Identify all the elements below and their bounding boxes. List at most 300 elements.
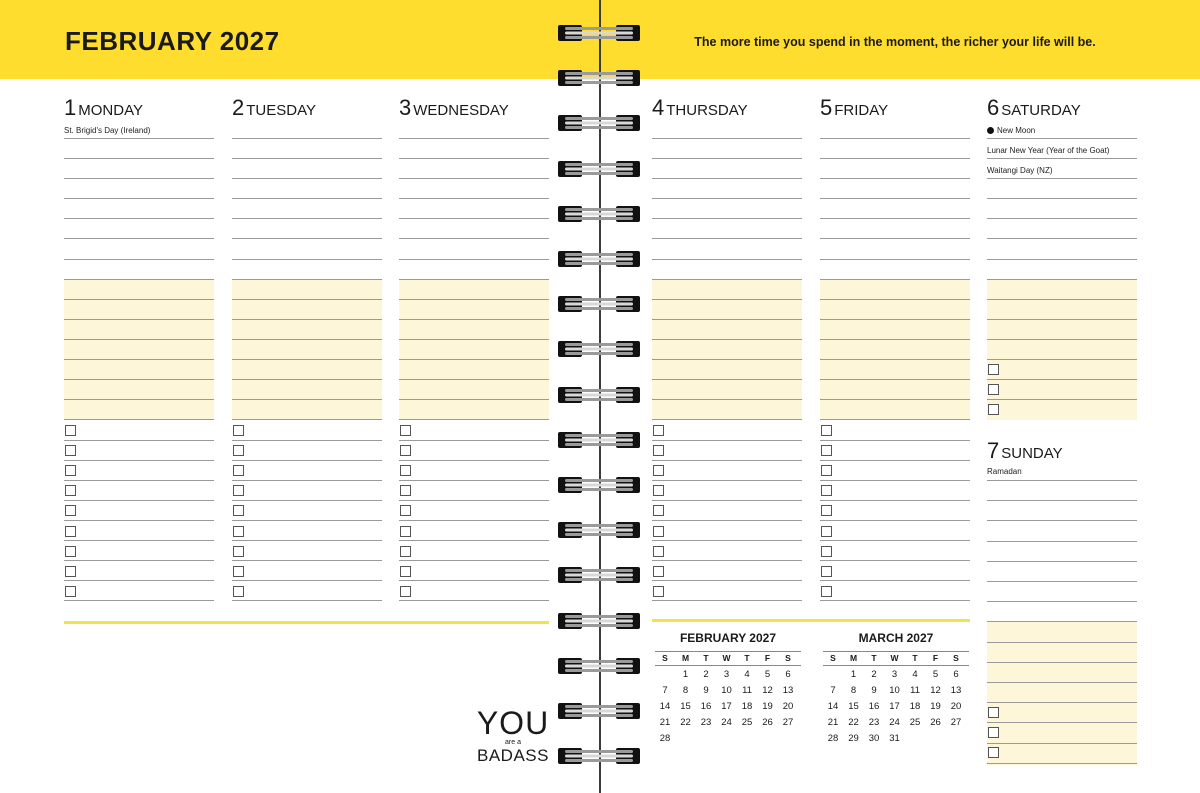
day-number: 1 (64, 95, 77, 120)
mini-calendar-date: 8 (682, 685, 689, 696)
mini-calendar-date: 3 (723, 669, 730, 680)
task-checkbox[interactable] (400, 485, 411, 496)
task-checkbox[interactable] (233, 505, 244, 516)
writing-line (652, 279, 802, 280)
writing-line (399, 158, 549, 159)
day-header (652, 95, 748, 121)
writing-line (399, 379, 549, 380)
writing-line (987, 702, 1137, 703)
writing-line (987, 500, 1137, 501)
mini-calendar-date: 4 (744, 669, 750, 680)
mini-calendar-date: 20 (782, 701, 794, 712)
writing-line (232, 138, 382, 139)
writing-line (64, 238, 214, 239)
mini-calendar-date: 12 (930, 685, 941, 696)
mini-calendar-date: 16 (700, 701, 712, 712)
day-name: FRIDAY (834, 102, 889, 119)
mini-calendar-weekday: W (722, 653, 731, 663)
writing-line (652, 198, 802, 199)
mini-calendar-weekday: S (662, 653, 668, 663)
writing-line (652, 299, 802, 300)
mini-calendar-date: 8 (850, 685, 857, 696)
task-checkbox[interactable] (233, 465, 244, 476)
day-column (399, 0, 549, 793)
writing-line (232, 580, 382, 581)
writing-line (232, 399, 382, 400)
mini-calendar-date: 21 (659, 717, 671, 728)
writing-line (652, 460, 802, 461)
writing-line (652, 560, 802, 561)
writing-line (820, 138, 970, 139)
writing-line (399, 178, 549, 179)
writing-line (64, 138, 214, 139)
divider-right (652, 619, 970, 622)
writing-line (987, 722, 1137, 723)
spiral-ring (557, 159, 641, 179)
writing-line (820, 279, 970, 280)
writing-line (64, 319, 214, 320)
mini-calendar-title: MARCH 2027 (858, 631, 934, 645)
writing-line (232, 540, 382, 541)
mini-calendar-rule (823, 665, 969, 666)
writing-line (232, 218, 382, 219)
writing-line (399, 198, 549, 199)
task-checkbox[interactable] (65, 505, 76, 516)
mini-calendar (823, 631, 969, 751)
writing-line (820, 500, 970, 501)
task-checkbox[interactable] (400, 445, 411, 456)
writing-line (64, 178, 214, 179)
task-checkbox[interactable] (653, 485, 664, 496)
writing-line (232, 198, 382, 199)
task-checkbox[interactable] (821, 505, 832, 516)
writing-line (987, 763, 1137, 764)
spiral-ring (557, 294, 641, 314)
writing-line (820, 359, 970, 360)
mini-calendar-date: 29 (848, 733, 859, 744)
writing-line (64, 379, 214, 380)
writing-line (652, 580, 802, 581)
writing-line (987, 541, 1137, 542)
mini-calendar-date: 21 (827, 717, 839, 728)
writing-line (64, 500, 214, 501)
task-checkbox[interactable] (65, 445, 76, 456)
mini-calendar-weekday: T (744, 653, 750, 663)
mini-calendar-date: 28 (827, 733, 839, 744)
writing-line (652, 379, 802, 380)
spiral-ring (557, 430, 641, 450)
writing-line (232, 379, 382, 380)
mini-calendar-date: 1 (850, 669, 857, 680)
writing-line (820, 480, 970, 481)
logo-are-a: are a (505, 739, 521, 746)
writing-line (399, 540, 549, 541)
task-checkbox[interactable] (400, 586, 411, 597)
task-checkbox[interactable] (233, 425, 244, 436)
mini-calendar-weekday: S (830, 653, 836, 663)
writing-line (399, 419, 549, 420)
mini-calendar (655, 631, 801, 751)
writing-line (820, 379, 970, 380)
writing-line (652, 500, 802, 501)
day-event-text: New Moon (997, 126, 1036, 135)
mini-calendar-date: 17 (889, 701, 900, 712)
writing-line (652, 440, 802, 441)
day-name: SUNDAY (1001, 445, 1063, 462)
day-name: SATURDAY (1001, 102, 1081, 119)
mini-calendar-date: 10 (721, 685, 732, 696)
task-checkbox[interactable] (821, 586, 832, 597)
mini-calendar-weekday: S (785, 653, 791, 663)
mini-calendar-date: 28 (659, 733, 671, 744)
mini-calendar-date: 14 (827, 701, 839, 712)
mini-calendar-date: 12 (762, 685, 773, 696)
writing-line (64, 339, 214, 340)
task-checkbox[interactable] (821, 445, 832, 456)
spiral-ring (557, 701, 641, 721)
writing-line (64, 399, 214, 400)
mini-calendar-date: 22 (680, 717, 691, 728)
day-header (399, 95, 509, 121)
task-checkbox[interactable] (65, 546, 76, 557)
writing-line (399, 259, 549, 260)
task-checkbox[interactable] (821, 566, 832, 577)
writing-line (820, 560, 970, 561)
mini-calendar-date: 26 (930, 717, 941, 728)
writing-line (64, 299, 214, 300)
writing-line (399, 399, 549, 400)
mini-calendar-rule (655, 665, 801, 666)
writing-line (64, 580, 214, 581)
writing-line (64, 540, 214, 541)
mini-calendar-date: 2 (703, 669, 709, 680)
writing-line (64, 279, 214, 280)
spiral-ring (557, 746, 641, 766)
writing-line (232, 520, 382, 521)
mini-calendar-date: 7 (662, 685, 668, 696)
writing-line (399, 138, 549, 139)
mini-calendar-date: 15 (680, 701, 691, 712)
writing-line (232, 560, 382, 561)
writing-line (232, 339, 382, 340)
task-checkbox[interactable] (233, 526, 244, 537)
writing-line (64, 359, 214, 360)
writing-line (987, 601, 1137, 602)
day-column (64, 0, 214, 793)
writing-line (652, 158, 802, 159)
mini-calendar-date: 5 (764, 669, 771, 680)
day-header (820, 95, 888, 121)
writing-line (987, 662, 1137, 663)
writing-line (232, 419, 382, 420)
writing-line (820, 520, 970, 521)
writing-line (652, 600, 802, 601)
day-number: 5 (820, 95, 833, 120)
mini-calendar-date: 19 (762, 701, 773, 712)
mini-calendar-weekday: M (681, 653, 690, 663)
mini-calendar-weekday: T (912, 653, 918, 663)
writing-line (987, 621, 1137, 622)
writing-line (64, 198, 214, 199)
writing-line (820, 440, 970, 441)
mini-calendar-weekday: S (953, 653, 959, 663)
mini-calendar-date: 10 (889, 685, 900, 696)
day-event-text: Lunar New Year (Year of the Goat) (987, 146, 1110, 155)
writing-line (987, 480, 1137, 481)
day-number: 6 (987, 95, 1000, 120)
writing-line (987, 561, 1137, 562)
writing-line (232, 600, 382, 601)
writing-line (820, 178, 970, 179)
task-checkbox[interactable] (65, 465, 76, 476)
spiral-ring (557, 23, 641, 43)
mini-calendar-date: 18 (909, 701, 921, 712)
task-checkbox[interactable] (821, 526, 832, 537)
task-checkbox[interactable] (653, 425, 664, 436)
day-header (987, 438, 1063, 464)
writing-line (652, 259, 802, 260)
task-checkbox[interactable] (400, 465, 411, 476)
writing-line (820, 259, 970, 260)
task-checkbox[interactable] (400, 546, 411, 557)
writing-line (399, 580, 549, 581)
writing-line (64, 218, 214, 219)
writing-line (232, 460, 382, 461)
spiral-ring (557, 611, 641, 631)
spiral-ring (557, 656, 641, 676)
divider-left (64, 621, 549, 624)
task-checkbox[interactable] (400, 566, 411, 577)
day-name: TUESDAY (246, 102, 316, 119)
mini-calendar-date: 22 (848, 717, 859, 728)
task-checkbox[interactable] (653, 505, 664, 516)
day-name: THURSDAY (666, 102, 748, 119)
writing-line (64, 520, 214, 521)
mini-calendar-date: 15 (848, 701, 859, 712)
mini-calendar-date: 2 (871, 669, 877, 680)
writing-line (820, 339, 970, 340)
task-checkbox[interactable] (821, 546, 832, 557)
day-event-note (64, 126, 150, 135)
writing-line (820, 218, 970, 219)
task-checkbox[interactable] (653, 546, 664, 557)
day-name: WEDNESDAY (413, 102, 509, 119)
task-checkbox[interactable] (65, 566, 76, 577)
mini-calendar-date: 30 (868, 733, 880, 744)
writing-line (652, 419, 802, 420)
day-event-text: Waitangi Day (NZ) (987, 166, 1053, 175)
writing-line (64, 480, 214, 481)
writing-line (987, 743, 1137, 744)
task-checkbox[interactable] (233, 485, 244, 496)
writing-line (64, 560, 214, 561)
task-checkbox[interactable] (400, 505, 411, 516)
writing-line (399, 359, 549, 360)
mini-calendar-date: 13 (782, 685, 794, 696)
writing-line (820, 198, 970, 199)
mini-calendar-date: 7 (830, 685, 836, 696)
day-number: 2 (232, 95, 245, 120)
writing-line (820, 419, 970, 420)
writing-line (399, 299, 549, 300)
task-checkbox[interactable] (233, 586, 244, 597)
writing-line (987, 520, 1137, 521)
writing-line (232, 319, 382, 320)
task-checkbox[interactable] (653, 586, 664, 597)
task-checkbox[interactable] (233, 566, 244, 577)
mini-calendar-weekday: T (871, 653, 877, 663)
task-checkbox[interactable] (400, 526, 411, 537)
writing-line (64, 419, 214, 420)
spiral-ring (557, 339, 641, 359)
writing-line (820, 540, 970, 541)
writing-line (399, 279, 549, 280)
writing-line (820, 580, 970, 581)
spiral-ring (557, 565, 641, 585)
brand-logo (474, 705, 552, 765)
mini-calendar-date: 1 (682, 669, 689, 680)
spiral-ring (557, 68, 641, 88)
writing-line (652, 540, 802, 541)
day-event-text: Ramadan (987, 467, 1022, 476)
mini-calendar-date: 6 (785, 669, 791, 680)
mini-calendar-weekday: T (703, 653, 709, 663)
writing-line (820, 399, 970, 400)
spiral-ring (557, 475, 641, 495)
writing-line (399, 440, 549, 441)
mini-calendar-date: 27 (950, 717, 962, 728)
task-checkbox[interactable] (988, 747, 999, 758)
writing-line (232, 500, 382, 501)
mini-calendar-date: 25 (909, 717, 921, 728)
mini-calendar-date: 14 (659, 701, 671, 712)
writing-line (652, 218, 802, 219)
writing-line (987, 682, 1137, 683)
task-checkbox[interactable] (821, 485, 832, 496)
spiral-ring (557, 204, 641, 224)
mini-calendar-date: 11 (742, 685, 752, 696)
writing-line (820, 600, 970, 601)
task-checkbox[interactable] (653, 526, 664, 537)
mini-calendar-date: 19 (930, 701, 941, 712)
day-column (987, 0, 1137, 793)
mini-calendar-date: 3 (891, 669, 898, 680)
mini-calendar-date: 26 (762, 717, 773, 728)
mini-calendar-date: 9 (703, 685, 709, 696)
writing-line (652, 359, 802, 360)
mini-calendar-date: 11 (910, 685, 920, 696)
mini-calendar-title: FEBRUARY 2027 (679, 631, 777, 645)
day-header (232, 95, 316, 121)
mini-calendar-date: 23 (868, 717, 880, 728)
day-column (232, 0, 382, 793)
writing-line (399, 319, 549, 320)
mini-calendar-date: 23 (700, 717, 712, 728)
task-checkbox[interactable] (653, 465, 664, 476)
writing-line (232, 238, 382, 239)
mini-calendar-date: 9 (871, 685, 877, 696)
spiral-ring (557, 520, 641, 540)
task-checkbox[interactable] (653, 566, 664, 577)
task-checkbox[interactable] (988, 707, 999, 718)
writing-line (232, 178, 382, 179)
mini-calendar-date: 4 (912, 669, 918, 680)
writing-line (820, 238, 970, 239)
writing-line (652, 480, 802, 481)
task-checkbox[interactable] (65, 526, 76, 537)
writing-line (820, 460, 970, 461)
writing-line (652, 339, 802, 340)
page-title: FEBRUARY 2027 (65, 26, 280, 56)
mini-calendar-weekday: F (932, 653, 939, 663)
writing-line (987, 581, 1137, 582)
task-checkbox[interactable] (233, 445, 244, 456)
writing-line (399, 520, 549, 521)
mini-calendar-rule (655, 651, 801, 652)
logo-badass: BADASS (477, 746, 549, 765)
writing-line (232, 279, 382, 280)
writing-line (652, 178, 802, 179)
task-checkbox[interactable] (233, 546, 244, 557)
day-number: 4 (652, 95, 665, 120)
mini-calendar-date: 31 (889, 733, 900, 744)
writing-line (399, 460, 549, 461)
task-checkbox[interactable] (65, 425, 76, 436)
task-checkbox[interactable] (988, 727, 999, 738)
writing-line (232, 158, 382, 159)
mini-calendar-date: 17 (721, 701, 732, 712)
writing-line (399, 500, 549, 501)
writing-line (399, 560, 549, 561)
day-number: 3 (399, 95, 412, 120)
writing-line (399, 218, 549, 219)
writing-line (820, 319, 970, 320)
writing-line (652, 238, 802, 239)
mini-calendar-date: 24 (721, 717, 732, 728)
writing-line (399, 238, 549, 239)
day-event-text: St. Brigid's Day (Ireland) (64, 126, 151, 135)
task-checkbox[interactable] (821, 465, 832, 476)
writing-line (820, 299, 970, 300)
mini-calendar-weekday: M (849, 653, 858, 663)
writing-line (399, 600, 549, 601)
day-header (64, 95, 143, 121)
task-checkbox[interactable] (653, 445, 664, 456)
writing-line (232, 359, 382, 360)
writing-line (652, 399, 802, 400)
task-checkbox[interactable] (821, 425, 832, 436)
writing-line (820, 158, 970, 159)
task-checkbox[interactable] (400, 425, 411, 436)
spiral-ring (557, 385, 641, 405)
writing-line (64, 259, 214, 260)
writing-line (399, 339, 549, 340)
task-checkbox[interactable] (65, 586, 76, 597)
mini-calendar-date: 27 (782, 717, 794, 728)
writing-line (64, 440, 214, 441)
task-checkbox[interactable] (65, 485, 76, 496)
writing-line (64, 158, 214, 159)
writing-line (64, 460, 214, 461)
writing-line (232, 299, 382, 300)
logo-you: YOU (476, 705, 550, 741)
mini-calendar-date: 25 (741, 717, 753, 728)
spiral-ring (557, 249, 641, 269)
day-name: MONDAY (78, 102, 143, 119)
spiral-ring (557, 113, 641, 133)
day-event-note (987, 467, 1022, 476)
writing-line (232, 440, 382, 441)
